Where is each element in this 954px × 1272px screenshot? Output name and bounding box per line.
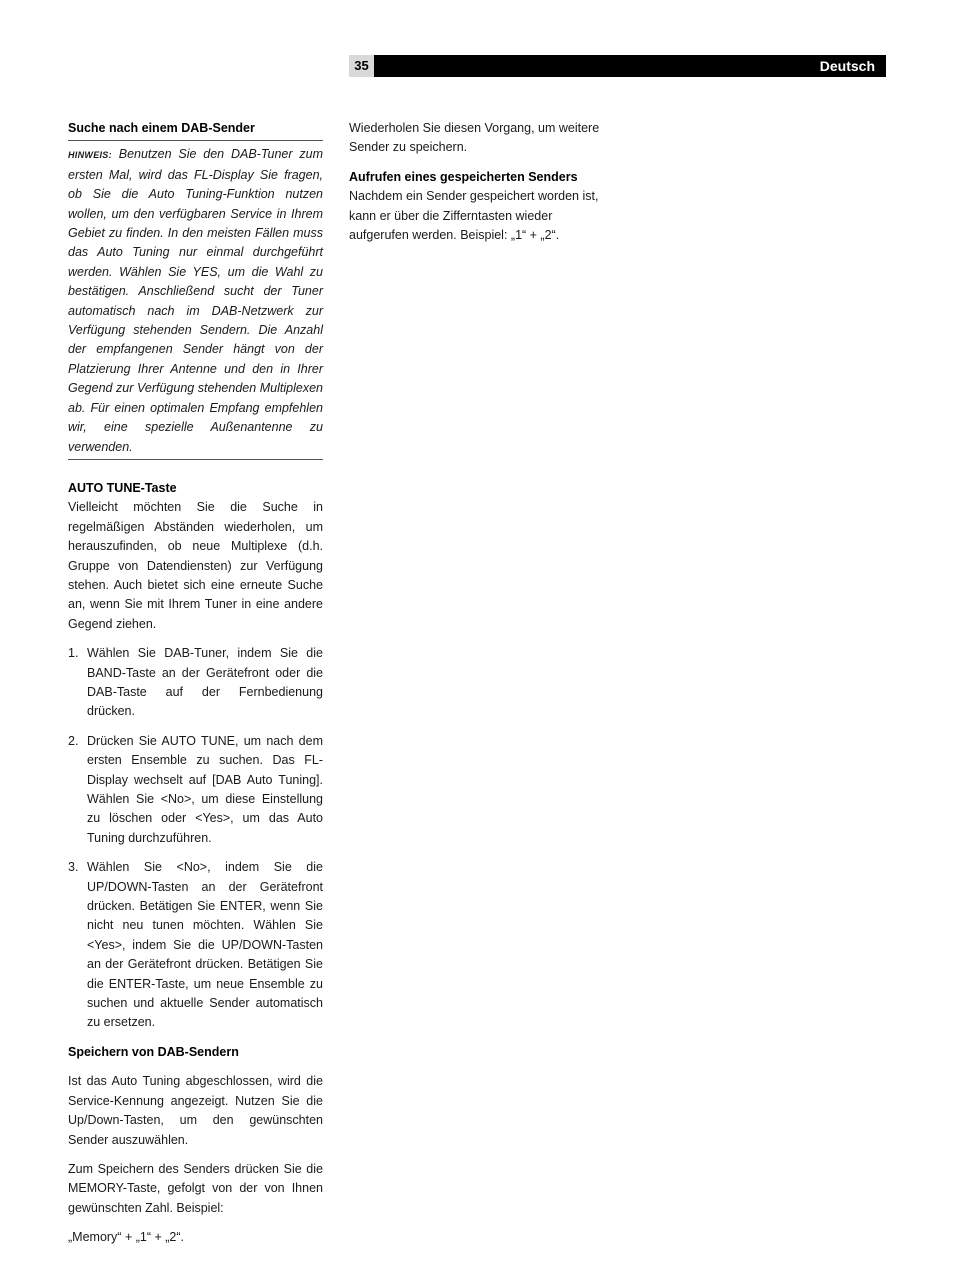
step-text: Wählen Sie <No>, indem Sie die UP/DOWN-Tasten an der Gerätefront drücken. Betätigen Sie ENTER, wenn Sie nicht neu tunen möchten. Wählen Sie <Yes>, indem Sie die UP/DOWN-Tasten an der Gerätefront drücken. Betätigen Sie die ENTER-Taste, um neue Ensemble zu suchen und aktuelle Sender automatisch zu ersetzen. [87, 860, 323, 1030]
step-text: Wählen Sie DAB-Tuner, indem Sie die BAND-Taste an der Gerätefront oder die DAB-Taste auf der Fernbedienung drücken. [87, 646, 323, 719]
right-column [349, 119, 605, 245]
page-number: 35 [349, 55, 374, 77]
left-column [68, 119, 323, 1248]
step-number: 2. [68, 733, 79, 748]
auto-tune-paragraph: Vielleicht möchten Sie die Suche in regelmäßigen Abständen wiederholen, um herauszufinden, ob neue Multiplexe (d.h. Gruppe von Datendiensten) zur Verfügung stehen. Auch bietet sich eine erneute Suche an, wenn Sie mit Ihrem Tuner in eine andere Gegend ziehen. [68, 500, 323, 631]
section-title-recall-station: Aufrufen eines gespeicherten Senders [349, 169, 578, 184]
list-item [68, 858, 323, 1033]
steps-list [68, 644, 323, 1033]
list-item [68, 644, 323, 722]
recall-paragraph: Nachdem ein Sender gespeichert worden ist, kann er über die Zifferntasten wieder aufgerufen werden. Beispiel: „1“ + „2“. [349, 189, 599, 243]
language-label: Deutsch [819, 58, 875, 74]
list-item [68, 732, 323, 848]
section-title-save-stations: Speichern von DAB-Sendern [68, 1044, 239, 1059]
step-number: 3. [68, 860, 79, 875]
save-example: „Memory“ + „1“ + „2“. [68, 1230, 184, 1245]
save-paragraph-1: Ist das Auto Tuning abgeschlossen, wird die Service-Kennung angezeigt. Nutzen Sie die Up/Down-Tasten, um den gewünschten Sender auszuwählen. [68, 1074, 323, 1147]
step-text: Drücken Sie AUTO TUNE, um nach dem ersten Ensemble zu suchen. Das FL-Display wechselt auf [DAB Auto Tuning]. Wählen Sie <No>, um diese Einstellung zu löschen oder <Yes>, um das Auto Tuning durchzuführen. [87, 733, 323, 845]
note-text: Benutzen Sie den DAB-Tuner zum ersten Mal, wird das FL-Display Sie fragen, ob Sie die Auto Tuning-Funktion nutzen wollen, um den verfügbaren Service in Ihrem Gebiet zu finden. In den meisten Fällen muss das Auto Tuning nur einmal durchgeführt werden. Wählen Sie YES, um die Wahl zu bestätigen. Anschließend sucht der Tuner automatisch nach im DAB-Netzwerk zur Verfügung stehenden Sendern. Die Anzahl der empfangenen Sender hängt von der Platzierung Ihrer Antenne und den in Ihrer Gegend zur Verfügung stehenden Multiplexen ab. Für einen optimalen Empfang empfehlen wir, eine spezielle Außenantenne zu verwenden. [68, 147, 323, 454]
note-box [68, 140, 323, 460]
header-bar [349, 55, 886, 77]
section-title-auto-tune: AUTO TUNE-Taste [68, 480, 177, 495]
save-paragraph-2: Zum Speichern des Senders drücken Sie die MEMORY-Taste, gefolgt von der von Ihnen gewünschten Zahl. Beispiel: [68, 1161, 323, 1215]
step-number: 1. [68, 646, 79, 661]
repeat-paragraph: Wiederholen Sie diesen Vorgang, um weitere Sender zu speichern. [349, 121, 600, 155]
section-title-dab-search: Suche nach einem DAB-Sender [68, 121, 255, 135]
note-label: HINWEIS: [68, 150, 112, 161]
